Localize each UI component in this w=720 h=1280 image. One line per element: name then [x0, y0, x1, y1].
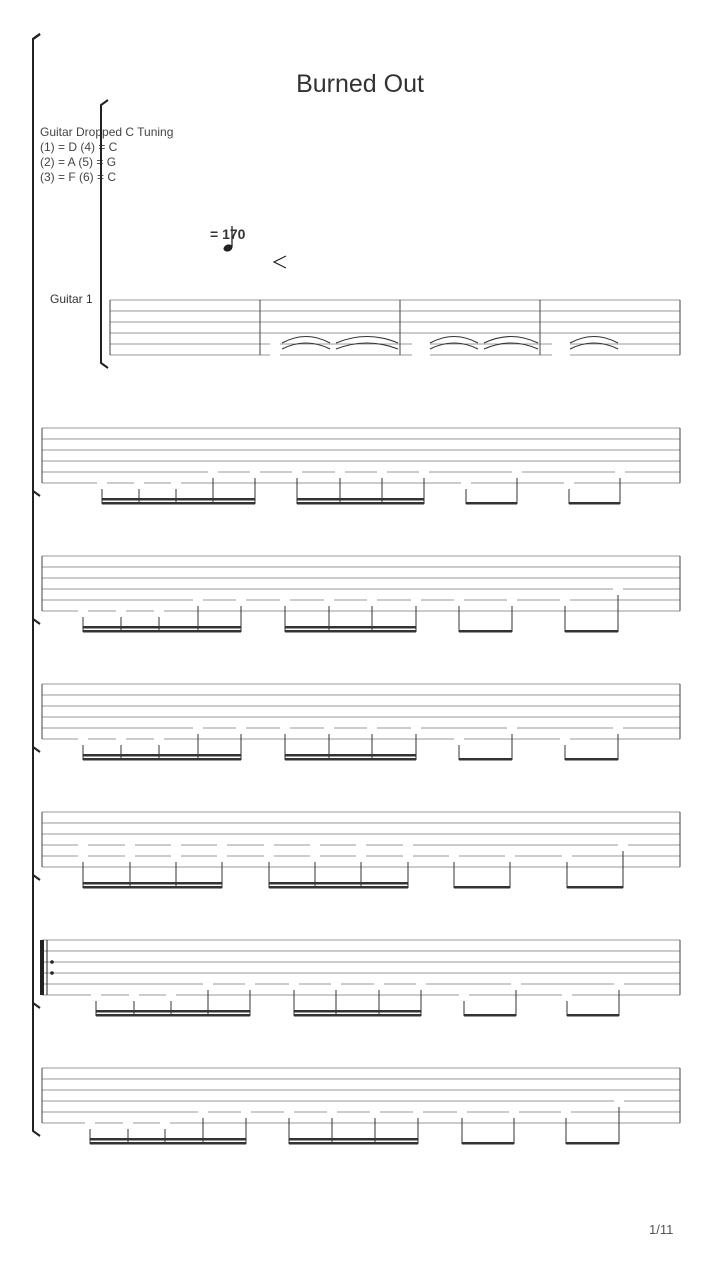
- fret-knockout: [331, 978, 341, 990]
- fret-knockout: [367, 594, 377, 606]
- fret-knockout: [134, 477, 144, 489]
- fret-knockout: [615, 466, 625, 478]
- repeat-dot: [50, 960, 54, 964]
- beam-primary: [464, 1014, 516, 1017]
- fret-knockout: [377, 466, 387, 478]
- fret-knockout: [236, 722, 246, 734]
- fret-knockout: [461, 477, 471, 489]
- fret-knockout: [403, 850, 413, 862]
- fret-knockout: [292, 466, 302, 478]
- beam-secondary: [83, 626, 241, 629]
- tuning-line: (3) = F (6) = C: [40, 170, 117, 184]
- tuning-line: (1) = D (4) = C: [40, 140, 118, 154]
- fret-knockout: [270, 349, 280, 361]
- fret-knockout: [413, 1106, 423, 1118]
- fret-knockout: [264, 839, 274, 851]
- fret-knockout: [511, 978, 521, 990]
- fret-knockout: [507, 722, 517, 734]
- fret-knockout: [419, 466, 429, 478]
- fret-knockout: [374, 978, 384, 990]
- fret-knockout: [310, 839, 320, 851]
- fret-knockout: [614, 978, 624, 990]
- fret-knockout: [203, 978, 213, 990]
- fret-knockout: [459, 989, 469, 1001]
- beam-secondary: [289, 1138, 418, 1141]
- fret-knockout: [125, 850, 135, 862]
- fret-knockout: [123, 1117, 133, 1129]
- system-bracket: [33, 34, 40, 880]
- system-bracket: [33, 34, 40, 1008]
- beam-primary: [294, 1014, 421, 1017]
- fret-knockout: [356, 839, 366, 851]
- fret-knockout: [160, 1117, 170, 1129]
- beam-primary: [83, 630, 241, 633]
- beam-primary: [459, 758, 512, 761]
- fret-knockout: [264, 850, 274, 862]
- fret-knockout: [507, 594, 517, 606]
- beam-secondary: [285, 626, 416, 629]
- fret-knockout: [509, 1106, 519, 1118]
- beam-secondary: [297, 498, 424, 501]
- fret-knockout: [367, 722, 377, 734]
- fret-knockout: [241, 1106, 251, 1118]
- fret-knockout: [116, 605, 126, 617]
- beam-secondary: [96, 1010, 250, 1013]
- fret-knockout: [78, 605, 88, 617]
- fret-knockout: [193, 722, 203, 734]
- fret-knockout: [171, 850, 181, 862]
- tie-arc: [484, 337, 538, 344]
- fret-knockout: [250, 466, 260, 478]
- fret-knockout: [370, 1106, 380, 1118]
- fret-knockout: [280, 594, 290, 606]
- beam-primary: [96, 1014, 250, 1017]
- fret-knockout: [512, 466, 522, 478]
- fret-knockout: [154, 605, 164, 617]
- fret-knockout: [154, 733, 164, 745]
- fret-knockout: [552, 349, 570, 361]
- fret-knockout: [457, 1106, 467, 1118]
- fret-knockout: [613, 583, 623, 595]
- beam-secondary: [285, 754, 416, 757]
- beam-primary: [83, 758, 241, 761]
- fret-knockout: [560, 733, 570, 745]
- fret-knockout: [193, 594, 203, 606]
- beam-secondary: [102, 498, 255, 501]
- beam-primary: [285, 758, 416, 761]
- system-bracket: [33, 34, 40, 624]
- fret-knockout: [505, 850, 515, 862]
- fret-knockout: [335, 466, 345, 478]
- system-bracket: [33, 34, 40, 496]
- fret-knockout: [208, 466, 218, 478]
- repeat-dot: [50, 971, 54, 975]
- beam-primary: [83, 886, 222, 889]
- tie-arc: [336, 337, 398, 344]
- fret-knockout: [166, 989, 176, 1001]
- beam-secondary: [83, 754, 241, 757]
- fret-knockout: [280, 722, 290, 734]
- fret-knockout: [289, 978, 299, 990]
- beam-primary: [462, 1142, 514, 1145]
- tie-arc: [570, 337, 618, 344]
- fret-knockout: [310, 850, 320, 862]
- fret-knockout: [564, 477, 574, 489]
- fret-knockout: [327, 1106, 337, 1118]
- beam-primary: [297, 502, 424, 505]
- system-bracket: [33, 34, 40, 752]
- fret-knockout: [171, 839, 181, 851]
- instrument-label: Guitar 1: [50, 292, 93, 306]
- system-bracket: [33, 34, 40, 1136]
- fret-knockout: [245, 978, 255, 990]
- beam-primary: [466, 502, 517, 505]
- fret-knockout: [560, 594, 570, 606]
- fret-knockout: [129, 989, 139, 1001]
- song-title: Burned Out: [296, 70, 424, 98]
- fret-knockout: [416, 978, 426, 990]
- fret-knockout: [412, 349, 430, 361]
- beam-primary: [289, 1142, 418, 1145]
- fret-knockout: [78, 733, 88, 745]
- fret-knockout: [561, 1106, 571, 1118]
- tuning-line: (2) = A (5) = G: [40, 155, 117, 169]
- tuning-name: Guitar Dropped C Tuning: [40, 125, 174, 139]
- fret-knockout: [412, 338, 430, 350]
- fret-knockout: [284, 1106, 294, 1118]
- fret-knockout: [403, 839, 413, 851]
- beam-primary: [567, 886, 623, 889]
- beam-primary: [285, 630, 416, 633]
- fret-knockout: [454, 594, 464, 606]
- beam-secondary: [83, 882, 222, 885]
- fret-knockout: [356, 850, 366, 862]
- beam-primary: [102, 502, 255, 505]
- fret-knockout: [198, 1106, 208, 1118]
- fret-knockout: [562, 850, 572, 862]
- fret-knockout: [618, 839, 628, 851]
- fret-knockout: [91, 989, 101, 1001]
- fret-knockout: [125, 839, 135, 851]
- fret-knockout: [411, 594, 421, 606]
- beam-secondary: [269, 882, 408, 885]
- system-bracket: [101, 100, 108, 368]
- beam-primary: [454, 886, 510, 889]
- beam-primary: [567, 1014, 619, 1017]
- fret-knockout: [324, 722, 334, 734]
- beam-primary: [569, 502, 620, 505]
- fret-knockout: [116, 733, 126, 745]
- fret-knockout: [171, 477, 181, 489]
- tie-arc: [430, 337, 478, 344]
- beam-primary: [566, 1142, 619, 1145]
- repeat-thick-bar: [40, 940, 44, 995]
- fret-knockout: [217, 850, 227, 862]
- fret-knockout: [411, 722, 421, 734]
- fret-knockout: [97, 477, 107, 489]
- beam-primary: [565, 630, 618, 633]
- fret-knockout: [613, 722, 623, 734]
- fret-knockout: [552, 338, 570, 350]
- fret-knockout: [324, 594, 334, 606]
- tie-arc: [282, 337, 330, 344]
- fret-knockout: [236, 594, 246, 606]
- beam-primary: [269, 886, 408, 889]
- beam-primary: [90, 1142, 246, 1145]
- beam-secondary: [90, 1138, 246, 1141]
- beam-secondary: [294, 1010, 421, 1013]
- fret-knockout: [614, 1095, 624, 1107]
- fret-knockout: [78, 850, 88, 862]
- beam-primary: [459, 630, 512, 633]
- fret-knockout: [449, 850, 459, 862]
- beam-primary: [565, 758, 618, 761]
- tempo-marking: = 170: [210, 226, 246, 242]
- fret-knockout: [78, 839, 88, 851]
- fret-knockout: [217, 839, 227, 851]
- fret-knockout: [562, 989, 572, 1001]
- page-number: 1/11: [649, 1222, 674, 1237]
- fret-knockout: [454, 733, 464, 745]
- fret-knockout: [270, 338, 280, 350]
- fret-knockout: [85, 1117, 95, 1129]
